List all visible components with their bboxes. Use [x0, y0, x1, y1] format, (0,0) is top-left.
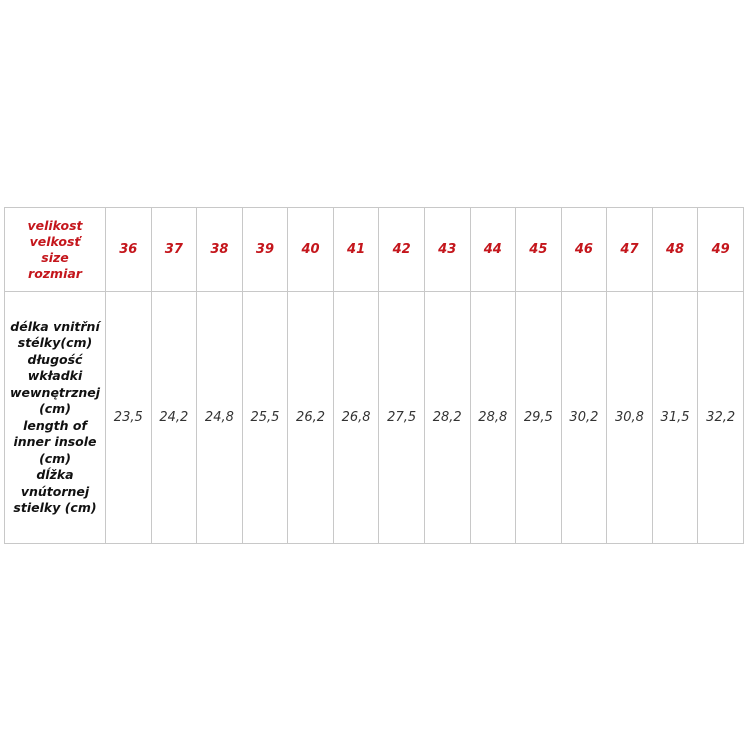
length-label-line: inner insole — [13, 434, 97, 449]
insole-length-cell: 27,5 — [379, 292, 425, 544]
insole-length-cell: 30,8 — [607, 292, 653, 544]
size-cell: 39 — [242, 208, 288, 292]
size-cell: 42 — [379, 208, 425, 292]
length-label-line: wewnętrznej — [9, 384, 101, 400]
size-cell: 37 — [151, 208, 197, 292]
size-cell: 45 — [516, 208, 562, 292]
insole-length-cell: 26,8 — [333, 292, 379, 544]
size-cell: 48 — [652, 208, 698, 292]
insole-length-row — [5, 292, 744, 544]
size-label-line: rozmiar — [28, 265, 82, 281]
size-cell: 40 — [288, 208, 334, 292]
insole-length-cell: 28,2 — [424, 292, 470, 544]
insole-length-cell: 31,5 — [652, 292, 698, 544]
insole-length-label-cell — [5, 292, 106, 544]
size-cell: 47 — [607, 208, 653, 292]
size-label-cell — [5, 208, 106, 292]
length-label-line: (cm) — [39, 401, 71, 416]
size-cell: 41 — [333, 208, 379, 292]
insole-length-cell: 32,2 — [698, 292, 744, 544]
size-cell: 46 — [561, 208, 607, 292]
insole-length-cell: 29,5 — [516, 292, 562, 544]
size-cell: 43 — [424, 208, 470, 292]
size-label-line: velikost — [27, 217, 83, 233]
length-label-line: stielky (cm) — [13, 500, 97, 515]
length-label-line: długość — [27, 351, 83, 367]
insole-length-cell: 26,2 — [288, 292, 334, 544]
length-label-line: length of — [23, 417, 87, 433]
length-label-line: dĺžka — [36, 467, 74, 482]
size-chart-table — [4, 207, 744, 544]
size-cell: 44 — [470, 208, 516, 292]
length-label-line: (cm) — [39, 450, 71, 466]
insole-length-cell: 25,5 — [242, 292, 288, 544]
size-row — [5, 208, 744, 292]
length-label-line: wkładki — [27, 368, 83, 383]
size-cell: 49 — [698, 208, 744, 292]
size-cell: 38 — [197, 208, 243, 292]
insole-length-cell: 30,2 — [561, 292, 607, 544]
length-label-line: vnútornej — [20, 483, 90, 499]
insole-length-cell: 23,5 — [106, 292, 152, 544]
insole-length-cell: 24,2 — [151, 292, 197, 544]
insole-length-cell: 24,8 — [197, 292, 243, 544]
length-label-line: stélky(cm) — [17, 335, 93, 350]
size-cell: 36 — [106, 208, 152, 292]
length-label-line: délka vnitřní — [10, 318, 100, 334]
size-label-line: velkosť — [29, 233, 81, 249]
insole-length-cell: 28,8 — [470, 292, 516, 544]
size-label-line: size — [41, 249, 69, 265]
